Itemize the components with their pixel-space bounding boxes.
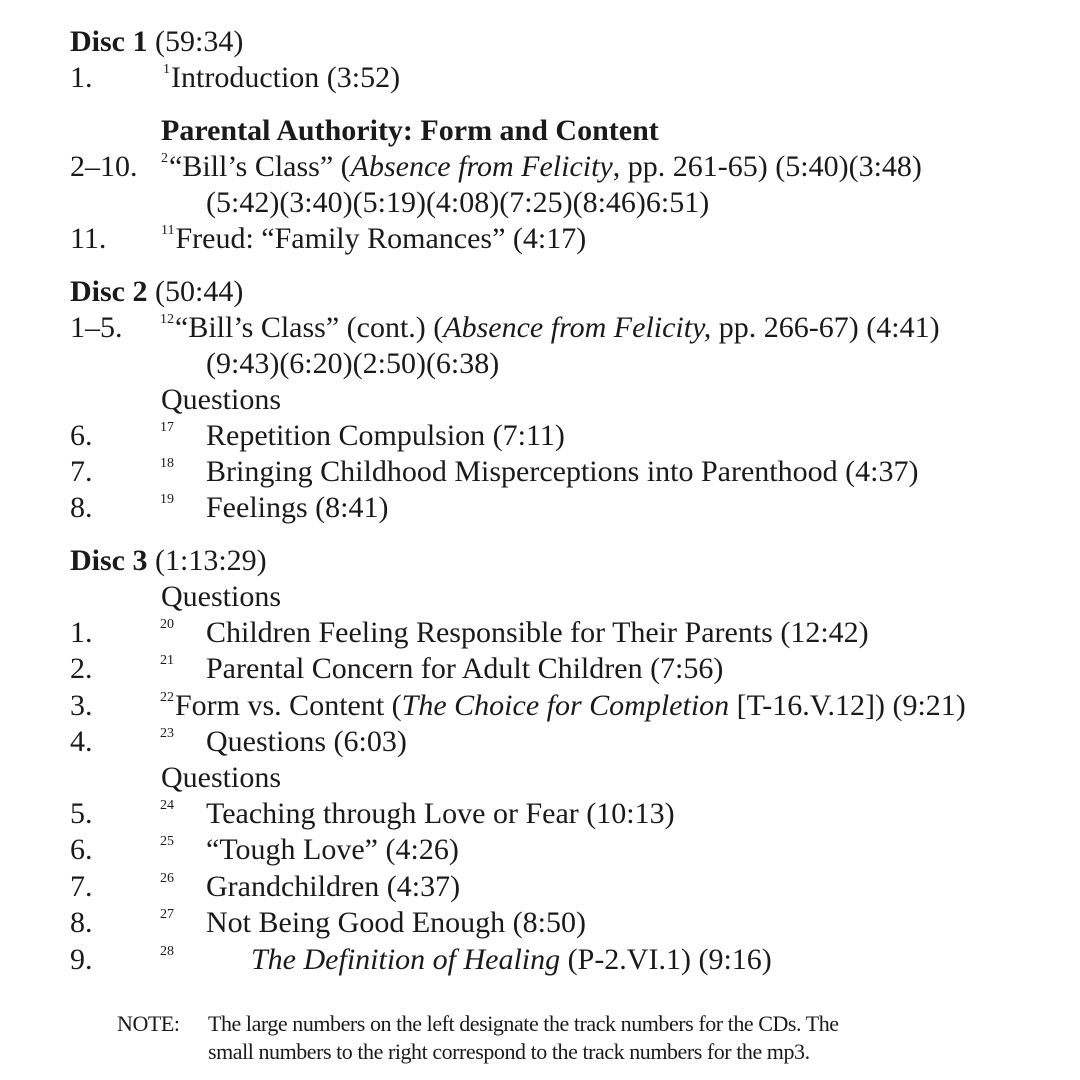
- mp3-track-number: 28: [160, 944, 174, 959]
- track-number: 9.: [70, 943, 93, 976]
- mp3-track-number: 22: [160, 690, 174, 705]
- questions-label: Questions: [161, 580, 281, 613]
- track-number: 7.: [70, 870, 93, 903]
- track-number: 6.: [70, 833, 93, 866]
- track-title-italic: The Choice for Completion: [401, 689, 730, 722]
- mp3-track-number: 25: [160, 834, 174, 849]
- track-title-b: pp. 266-67) (4:41): [711, 311, 940, 344]
- mp3-track-number: 24: [160, 798, 174, 813]
- note-label: NOTE:: [117, 1011, 180, 1036]
- track-number: 11.: [70, 222, 107, 255]
- track-number: 2.: [70, 652, 93, 685]
- track-title-b: , pp. 261-65) (5:40)(3:48): [612, 150, 922, 183]
- mp3-track-number: 23: [160, 726, 174, 741]
- track-title-italic: Absence from Felicity,: [443, 311, 712, 344]
- track-title: Feelings (8:41): [206, 491, 389, 524]
- track-title: Teaching through Love or Fear (10:13): [206, 797, 675, 830]
- track-number: 5.: [70, 797, 93, 830]
- mp3-track-number: 11: [161, 223, 175, 238]
- disc-2-label: Disc 2: [70, 275, 148, 308]
- mp3-track-number: 18: [160, 456, 174, 471]
- section-title: Parental Authority: Form and Content: [161, 114, 659, 147]
- track-title-b: (P-2.VI.1) (9:16): [560, 943, 772, 976]
- track-title: “Tough Love” (4:26): [206, 833, 459, 866]
- mp3-track-number: 19: [160, 492, 174, 507]
- track-title: Introduction (3:52): [171, 61, 401, 94]
- track-title: Repetition Compulsion (7:11): [206, 419, 565, 452]
- disc-3-time: (1:13:29): [155, 544, 267, 577]
- track-title: Grandchildren (4:37): [206, 870, 461, 903]
- track-title-a: “Bill’s Class” (cont.) (: [175, 311, 444, 344]
- track-durations: (9:43)(6:20)(2:50)(6:38): [206, 347, 500, 380]
- track-number: 6.: [70, 419, 93, 452]
- track-title: Freud: “Family Romances” (4:17): [175, 222, 587, 255]
- track-title-italic: The Definition of Healing: [251, 943, 561, 976]
- track-title: Questions (6:03): [206, 725, 407, 758]
- mp3-track-number: 26: [160, 871, 174, 886]
- track-title: Children Feeling Responsible for Their Parents (12:42): [206, 616, 869, 649]
- mp3-track-number: 12: [160, 312, 174, 327]
- mp3-track-number: 17: [160, 420, 174, 435]
- track-number: 1.: [70, 616, 93, 649]
- note-line-1: The large numbers on the left designate the track numbers for the CDs. The: [208, 1011, 839, 1036]
- mp3-track-number: 21: [160, 653, 174, 668]
- track-number: 4.: [70, 725, 93, 758]
- track-number: 2–10.: [70, 150, 138, 183]
- disc-2-time: (50:44): [155, 275, 244, 308]
- track-title: Parental Concern for Adult Children (7:56): [206, 652, 724, 685]
- disc-1-label: Disc 1: [70, 25, 148, 58]
- track-number: 7.: [70, 455, 93, 488]
- track-title: Bringing Childhood Misperceptions into Parenthood (4:37): [206, 455, 919, 488]
- track-number: 1–5.: [70, 311, 123, 344]
- track-title-b: [T-16.V.12]) (9:21): [729, 689, 966, 722]
- questions-label: Questions: [161, 383, 281, 416]
- track-number: 8.: [70, 491, 93, 524]
- track-number: 1.: [70, 61, 93, 94]
- track-title-a: Form vs. Content (: [175, 689, 402, 722]
- questions-label: Questions: [161, 761, 281, 794]
- note-line-2: small numbers to the right correspond to the track numbers for the mp3.: [208, 1039, 810, 1064]
- mp3-track-number: 1: [163, 62, 170, 77]
- track-number: 3.: [70, 689, 93, 722]
- disc-1-time: (59:34): [155, 25, 244, 58]
- mp3-track-number: 2: [161, 151, 168, 166]
- track-title-italic: Absence from Felicity: [350, 150, 613, 183]
- mp3-track-number: 20: [160, 617, 174, 632]
- track-title-a: “Bill’s Class” (: [169, 150, 351, 183]
- track-title: Not Being Good Enough (8:50): [206, 906, 586, 939]
- mp3-track-number: 27: [160, 907, 174, 922]
- track-durations: (5:42)(3:40)(5:19)(4:08)(7:25)(8:46)6:51): [206, 186, 710, 219]
- disc-3-label: Disc 3: [70, 544, 148, 577]
- track-number: 8.: [70, 906, 93, 939]
